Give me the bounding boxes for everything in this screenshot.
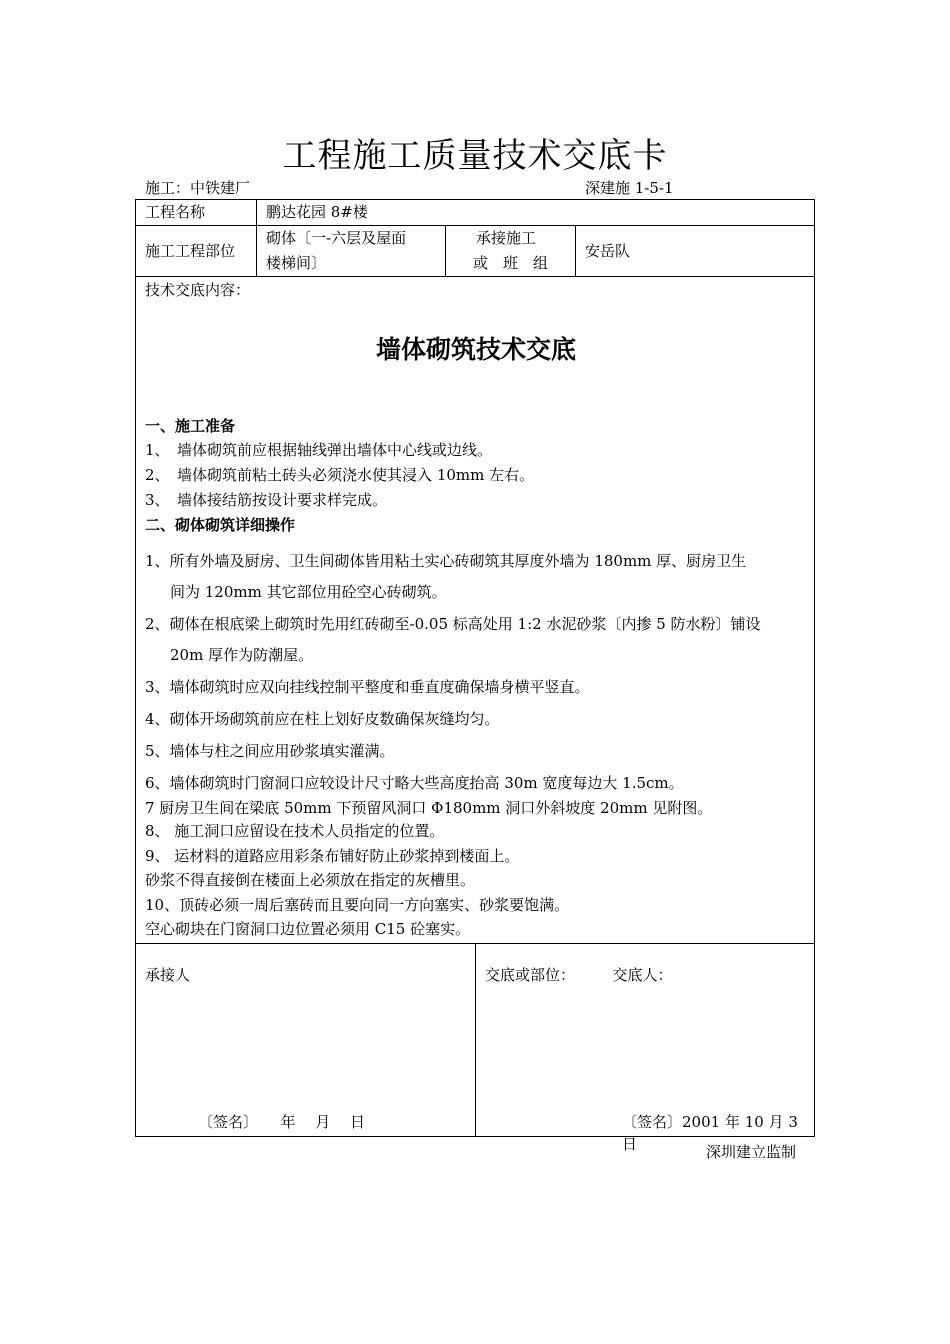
- team-value: 安岳队: [585, 242, 631, 260]
- project-name-label: 工程名称: [145, 203, 206, 221]
- team-label-line1: 承接施工: [476, 229, 537, 247]
- supervisor-footer: 深圳建立监制: [706, 1143, 797, 1161]
- list-item: 10、顶砖必须一周后塞砖而且要向同一方向塞实、砂浆要饱满。: [145, 896, 570, 914]
- list-item: 8、 施工洞口应留设在技术人员指定的位置。: [145, 822, 445, 840]
- list-item: 1、所有外墙及厨房、卫生间砌体皆用粘土实心砖砌筑其厚度外墙为 180mm 厚、厨房卫生: [145, 552, 747, 570]
- col-divider: [445, 225, 446, 276]
- col-divider: [256, 200, 257, 276]
- list-item: 1、 墙体砌筑前应根据轴线弹出墙体中心线或边线。: [145, 441, 493, 459]
- page-title: 工程施工质量技术交底卡: [282, 136, 668, 176]
- list-item: 砂浆不得直接倒在楼面上必须放在指定的灰槽里。: [145, 871, 476, 889]
- content-subtitle: 墙体砌筑技术交底: [375, 335, 576, 364]
- list-item: 9、 运材料的道路应用彩条布铺好防止砂浆掉到楼面上。: [145, 847, 520, 865]
- part-value-line1: 砌体〔一-六层及屋面: [266, 229, 407, 247]
- list-item: 间为 120mm 其它部位用砼空心砖砌筑。: [170, 583, 447, 601]
- part-label: 施工工程部位: [145, 242, 236, 260]
- list-item: 3、墙体砌筑时应双向挂线控制平整度和垂直度确保墙身横平竖直。: [145, 678, 590, 696]
- section-heading-operations: 二、砌体砌筑详细操作: [145, 516, 296, 534]
- list-item: 20m 厚作为防潮屋。: [170, 646, 314, 664]
- discloser-signature-date: 〔签名〕2001 年 10 月 3 日: [622, 1113, 798, 1153]
- list-item: 6、墙体砌筑时门窗洞口应较设计尺寸略大些高度抬高 30m 宽度每边大 1.5cm。: [145, 774, 684, 792]
- discloser-label: 交底或部位： 交底人：: [485, 966, 673, 984]
- form-code: 深建施 1-5-1: [585, 179, 674, 197]
- receiver-signature-date: 〔签名〕 年 月 日: [198, 1113, 366, 1131]
- col-divider: [475, 943, 476, 1137]
- list-item: 7 厨房卫生间在梁底 50mm 下预留风洞口 Φ180mm 洞口外斜坡度 20mm 见附图。: [145, 799, 713, 817]
- list-item: 3、 墙体接结筋按设计要求样完成。: [145, 491, 388, 509]
- receiver-label: 承接人: [145, 966, 191, 984]
- constructor-label: 施工：中铁建厂: [145, 179, 251, 197]
- list-item: 2、砌体在根底梁上砌筑时先用红砖砌至-0.05 标高处用 1:2 水泥砂浆〔内掺 5 防水粉〕铺设: [145, 615, 761, 633]
- list-item: 空心砌块在门窗洞口边位置必须用 C15 砼塞实。: [145, 920, 471, 938]
- content-label: 技术交底内容：: [145, 281, 251, 299]
- row-divider: [136, 225, 814, 226]
- project-name-value: 鹏达花园 8#楼: [266, 203, 368, 221]
- part-value-line2: 楼梯间〕: [266, 254, 327, 272]
- list-item: 2、 墙体砌筑前粘土砖头必须浇水使其浸入 10mm 左右。: [145, 466, 535, 484]
- row-divider: [136, 276, 814, 277]
- list-item: 5、墙体与柱之间应用砂浆填实灌满。: [145, 742, 395, 760]
- team-label-line2: 或 班 组: [473, 254, 549, 272]
- list-item: 4、砌体开场砌筑前应在柱上划好皮数确保灰缝均匀。: [145, 710, 500, 728]
- col-divider: [575, 225, 576, 276]
- section-heading-preparation: 一、施工准备: [145, 417, 236, 435]
